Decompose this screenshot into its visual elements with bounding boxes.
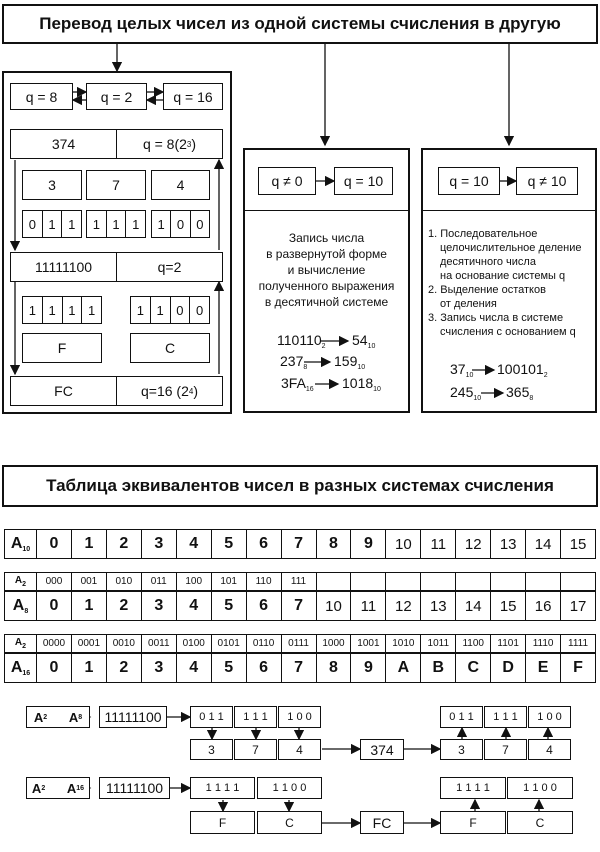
table-title: Таблица эквивалентов чисел в разных системах счисления bbox=[2, 465, 598, 507]
bit-group: 1 0 0 bbox=[528, 706, 571, 728]
bit-group: 1 1 1 1 bbox=[440, 777, 506, 799]
conversion-label: A 2 A 8 bbox=[26, 706, 90, 728]
digit-box: 7 bbox=[234, 739, 277, 760]
digit-box: F bbox=[440, 811, 506, 834]
digit-box: 3 bbox=[190, 739, 233, 760]
binary-number: 11111100 bbox=[10, 252, 117, 282]
digit-box: 3 bbox=[440, 739, 483, 760]
source-base-box: q = 10 bbox=[438, 167, 500, 195]
example-result: $159_{10}$ bbox=[334, 353, 366, 371]
digit-box: 4 bbox=[278, 739, 321, 760]
main-title: Перевод целых чисел из одной системы счисления в другую bbox=[2, 4, 598, 44]
digit-box: 4 bbox=[528, 739, 571, 760]
base-2-box: q = 2 bbox=[86, 83, 147, 110]
binary-triad-row: $A_2$ 000 001 010 011 100 101 110 111 bbox=[4, 572, 596, 591]
example-result: $54_{10}$ bbox=[352, 332, 376, 350]
binary-tetrad-row: $A_2$ 0000 0001 0010 0011 0100 0101 0110 0111 1000 1001 1010 1011 1100 1101 1110 1111 bbox=[4, 634, 596, 653]
hex-digit: C bbox=[130, 333, 210, 363]
digit-box: 7 bbox=[484, 739, 527, 760]
hex-digit: F bbox=[22, 333, 102, 363]
bit-group: 1 0 0 bbox=[278, 706, 321, 728]
decimal-row: $A_{10}$ 0 1 2 3 4 5 6 7 8 9 10 11 12 13 14 15 bbox=[5, 530, 596, 559]
example-source: $3FA_{16}$ bbox=[281, 375, 314, 393]
hex-base-label: q=16 (2 4 ) bbox=[116, 376, 223, 406]
method-steps: 1. Последовательное целочислительное деление десятичного числа на основание системы q 2. Выделение остатков от деления 3. Запись числа в системе счисления с основанием q bbox=[428, 228, 582, 338]
octal-base-label: q = 8(2 3 ) bbox=[116, 129, 223, 159]
bit-group: 0 1 1 bbox=[440, 706, 483, 728]
binary-base-label: q=2 bbox=[116, 252, 223, 282]
row-label: $A_{10}$ bbox=[5, 530, 37, 559]
bit-group: 1 1 0 0 bbox=[507, 777, 573, 799]
row-label: $A_8$ bbox=[5, 592, 37, 621]
example-source: $245_{10}$ bbox=[450, 384, 482, 402]
octal-table: $A_8$ 0 1 2 3 4 5 6 7 10 11 12 13 14 15 16 17 bbox=[4, 591, 596, 621]
target-base-box: q ≠ 10 bbox=[516, 167, 578, 195]
digit-box: F bbox=[190, 811, 255, 834]
octal-digit: 7 bbox=[86, 170, 146, 200]
triad: 0 1 1 bbox=[22, 210, 82, 238]
octal-digit: 4 bbox=[151, 170, 210, 200]
row-label: $A_2$ bbox=[5, 635, 37, 653]
hex-table: $A_{16}$ 0 1 2 3 4 5 6 7 8 9 A B C D E F bbox=[4, 653, 596, 683]
example-source: $37_{10}$ bbox=[450, 361, 474, 379]
row-label: $A_2$ bbox=[5, 573, 37, 591]
example-result: $1018_{10}$ bbox=[342, 375, 381, 393]
triad: 1 0 0 bbox=[151, 210, 210, 238]
tetrad: 1 1 0 0 bbox=[130, 296, 210, 324]
bit-group: 1 1 0 0 bbox=[257, 777, 322, 799]
example-source: $237_8$ bbox=[280, 353, 308, 371]
right-divider bbox=[421, 210, 597, 211]
octal-digit: 3 bbox=[22, 170, 82, 200]
example-source: $110110_2$ bbox=[277, 332, 326, 350]
method-description: Запись числа в развернутой форме и вычисление полученного выражения в десятичной системе bbox=[258, 231, 395, 309]
decimal-table bbox=[4, 529, 596, 559]
tetrad: 1 1 1 1 bbox=[22, 296, 102, 324]
hex-result: FC bbox=[360, 811, 404, 834]
digit-box: C bbox=[507, 811, 573, 834]
row-label: $A_{16}$ bbox=[5, 654, 37, 683]
middle-divider bbox=[243, 210, 410, 211]
bit-group: 1 1 1 1 bbox=[190, 777, 255, 799]
target-base-box: q = 10 bbox=[334, 167, 393, 195]
binary-input: 11111100 bbox=[99, 777, 170, 799]
example-result: $100101_2$ bbox=[497, 361, 548, 379]
base-16-box: q = 16 bbox=[163, 83, 223, 110]
octal-result: 374 bbox=[360, 739, 404, 760]
conversion-label: A 2 A 16 bbox=[26, 777, 90, 799]
bit-group: 0 1 1 bbox=[190, 706, 233, 728]
binary-input: 11111100 bbox=[99, 706, 167, 728]
triad: 1 1 1 bbox=[86, 210, 146, 238]
hex-number: FC bbox=[10, 376, 117, 406]
octal-number: 374 bbox=[10, 129, 117, 159]
bit-group: 1 1 1 bbox=[484, 706, 527, 728]
bit-group: 1 1 1 bbox=[234, 706, 277, 728]
base-8-box: q = 8 bbox=[10, 83, 73, 110]
digit-box: C bbox=[257, 811, 322, 834]
example-result: $365_8$ bbox=[506, 384, 534, 402]
source-base-box: q ≠ 0 bbox=[258, 167, 316, 195]
